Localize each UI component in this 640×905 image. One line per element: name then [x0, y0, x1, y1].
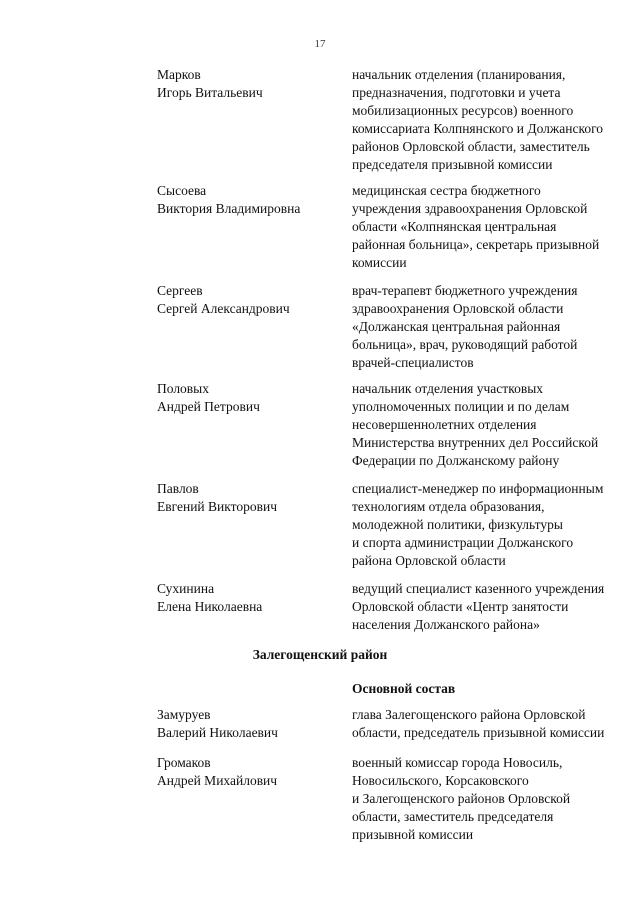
member-given-names: Игорь Витальевич — [157, 85, 263, 100]
member-role — [352, 580, 614, 634]
member-name — [157, 282, 337, 318]
role-line: «Должанская центральная районная — [352, 319, 561, 334]
page-number: 17 — [314, 38, 326, 50]
member-name — [157, 66, 337, 102]
member-name — [157, 754, 337, 790]
role-line: технологиям отдела образования, — [352, 499, 545, 514]
role-line: начальник отделения (планирования, — [352, 67, 566, 82]
member-surname: Замуруев — [157, 707, 211, 722]
role-line: Федерации по Должанскому району — [352, 453, 560, 468]
role-line: области «Колпнянская центральная — [352, 219, 557, 234]
role-line: несовершеннолетних отделения — [352, 417, 537, 432]
role-line: председателя призывной комиссии — [352, 157, 553, 172]
member-given-names: Андрей Петрович — [157, 399, 260, 414]
member-name — [157, 380, 337, 416]
subsection-title: Основной состав — [352, 681, 456, 696]
role-line: Орловской области «Центр занятости — [352, 599, 569, 614]
member-given-names: Валерий Николаевич — [157, 725, 278, 740]
role-line: и спорта администрации Должанского — [352, 535, 574, 550]
role-line: мобилизационных ресурсов) военного — [352, 103, 574, 118]
role-line: и Залегощенского районов Орловской — [352, 791, 571, 806]
member-surname: Павлов — [157, 481, 199, 496]
member-name — [157, 480, 337, 516]
role-line: районная больница», секретарь призывной — [352, 237, 600, 252]
role-line: военный комиссар города Новосиль, — [352, 755, 563, 770]
member-given-names: Виктория Владимировна — [157, 201, 301, 216]
role-line: специалист-менеджер по информационным — [352, 481, 604, 496]
member-surname: Половых — [157, 381, 210, 396]
member-name — [157, 580, 337, 616]
member-role — [352, 282, 614, 372]
member-given-names: Сергей Александрович — [157, 301, 290, 316]
member-role — [352, 380, 614, 470]
member-surname: Сысоева — [157, 183, 207, 198]
role-line: районов Орловской области, заместитель — [352, 139, 590, 154]
role-line: предназначения, подготовки и учета — [352, 85, 561, 100]
role-line: больница», врач, руководящий работой — [352, 337, 578, 352]
role-line: учреждения здравоохранения Орловской — [352, 201, 588, 216]
role-line: врачей-специалистов — [352, 355, 474, 370]
member-surname: Сухинина — [157, 581, 215, 596]
role-line: ведущий специалист казенного учреждения — [352, 581, 605, 596]
member-role — [352, 66, 614, 174]
role-line: молодежной политики, физкультуры — [352, 517, 563, 532]
member-surname: Сергеев — [157, 283, 203, 298]
role-line: врач-терапевт бюджетного учреждения — [352, 283, 578, 298]
role-line: призывной комиссии — [352, 827, 474, 842]
role-line: Новосильского, Корсаковского — [352, 773, 529, 788]
member-surname: Марков — [157, 67, 201, 82]
role-line: населения Должанского района» — [352, 617, 540, 632]
member-role — [352, 754, 614, 844]
member-role — [352, 480, 614, 570]
role-line: уполномоченных полиции и по делам — [352, 399, 570, 414]
member-given-names: Евгений Викторович — [157, 499, 277, 514]
role-line: начальник отделения участковых — [352, 381, 544, 396]
member-given-names: Андрей Михайлович — [157, 773, 278, 788]
role-line: района Орловской области — [352, 553, 506, 568]
member-name — [157, 182, 337, 218]
role-line: области, заместитель председателя — [352, 809, 554, 824]
role-line: области, председатель призывной комиссии — [352, 725, 605, 740]
section-title: Залегощенский район — [252, 647, 388, 662]
member-given-names: Елена Николаевна — [157, 599, 263, 614]
member-role — [352, 706, 614, 742]
member-role — [352, 182, 614, 272]
role-line: глава Залегощенского района Орловской — [352, 707, 586, 722]
member-surname: Громаков — [157, 755, 211, 770]
role-line: медицинская сестра бюджетного — [352, 183, 541, 198]
member-name — [157, 706, 337, 742]
role-line: комиссии — [352, 255, 407, 270]
role-line: Министерства внутренних дел Российской — [352, 435, 599, 450]
role-line: здравоохранения Орловской области — [352, 301, 564, 316]
role-line: комиссариата Колпнянского и Должанского — [352, 121, 604, 136]
